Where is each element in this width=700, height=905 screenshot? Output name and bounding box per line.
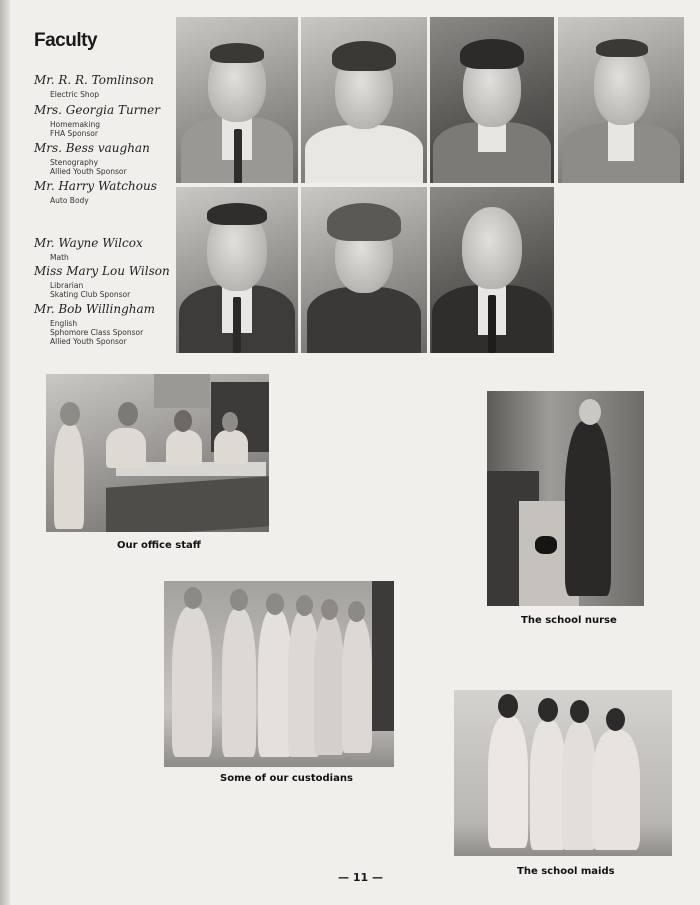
office-staff-photo (46, 374, 269, 532)
office-staff-caption: Our office staff (117, 540, 201, 551)
faculty-detail: Stenography (50, 158, 99, 167)
custodians-caption: Some of our custodians (220, 773, 353, 784)
school-maids-caption: The school maids (517, 866, 615, 877)
faculty-name: Mr. Harry Watchous (34, 179, 157, 193)
school-maids-photo (454, 690, 672, 856)
faculty-detail: Sphomore Class Sponsor (50, 328, 144, 337)
faculty-detail: Homemaking (50, 120, 100, 129)
faculty-detail: Allied Youth Sponsor (50, 167, 127, 176)
faculty-detail: Allied Youth Sponsor (50, 337, 127, 346)
portrait-photo (176, 187, 298, 353)
faculty-detail: Auto Body (50, 196, 89, 205)
book-spine-shadow (0, 0, 10, 905)
school-nurse-photo (487, 391, 644, 606)
custodians-photo (164, 581, 394, 767)
portrait-photo (558, 17, 684, 183)
school-nurse-caption: The school nurse (521, 615, 617, 626)
page-heading: Faculty (34, 30, 98, 51)
faculty-name: Mrs. Bess vaughan (34, 141, 150, 155)
faculty-name: Miss Mary Lou Wilson (34, 264, 170, 278)
faculty-name: Mr. Wayne Wilcox (34, 236, 143, 250)
portrait-photo (430, 17, 554, 183)
portrait-photo (301, 17, 427, 183)
faculty-detail: Math (50, 253, 69, 262)
faculty-detail: FHA Sponsor (50, 129, 98, 138)
faculty-detail: Skating Club Sponsor (50, 290, 131, 299)
faculty-detail: English (50, 319, 78, 328)
faculty-name: Mr. Bob Willingham (34, 302, 156, 316)
portrait-photo (301, 187, 427, 353)
portrait-photo (176, 17, 298, 183)
faculty-name: Mr. R. R. Tomlinson (34, 73, 154, 87)
faculty-detail: Librarian (50, 281, 84, 290)
portrait-photo (430, 187, 554, 353)
faculty-detail: Electric Shop (50, 90, 100, 99)
faculty-name: Mrs. Georgia Turner (34, 103, 160, 117)
page-number: — 11 — (338, 871, 383, 884)
